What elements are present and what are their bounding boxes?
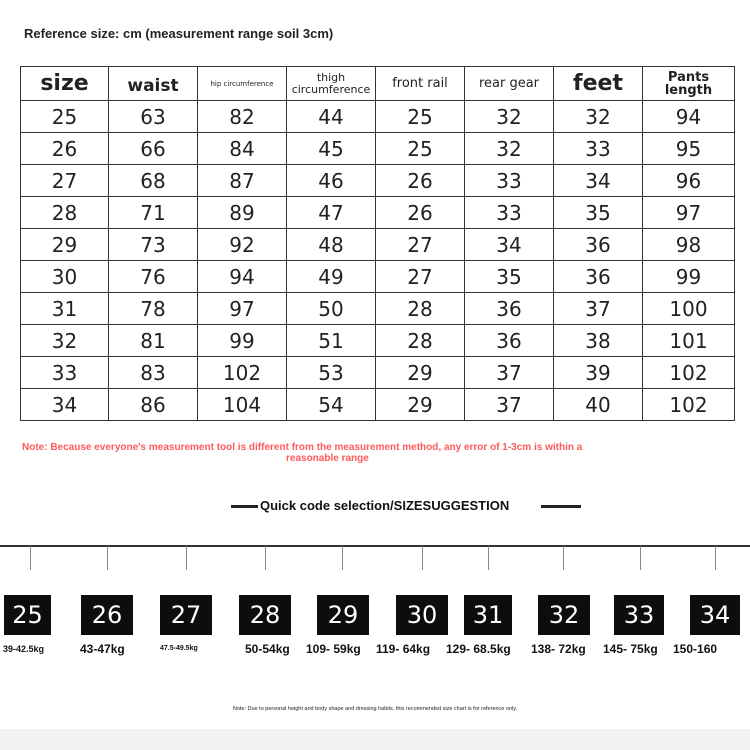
table-cell: 28 bbox=[21, 197, 109, 229]
table-cell: 49 bbox=[287, 261, 376, 293]
table-cell: 36 bbox=[554, 229, 643, 261]
ruler-tick bbox=[488, 546, 489, 570]
table-cell: 35 bbox=[465, 261, 554, 293]
measurement-note-line2: reasonable range bbox=[286, 453, 369, 464]
table-cell: 94 bbox=[643, 101, 735, 133]
table-row bbox=[21, 357, 735, 389]
table-cell: 32 bbox=[465, 133, 554, 165]
table-cell: 83 bbox=[109, 357, 198, 389]
reference-title: Reference size: cm (measurement range soil 3cm) bbox=[24, 26, 334, 41]
table-cell: 37 bbox=[465, 357, 554, 389]
table-cell: 76 bbox=[109, 261, 198, 293]
ruler-tick bbox=[640, 546, 641, 570]
table-cell: 29 bbox=[376, 389, 465, 421]
table-cell: 94 bbox=[198, 261, 287, 293]
table-cell: 39 bbox=[554, 357, 643, 389]
table-cell: 26 bbox=[21, 133, 109, 165]
size-table bbox=[20, 66, 735, 421]
table-cell: 102 bbox=[643, 389, 735, 421]
table-cell: 33 bbox=[554, 133, 643, 165]
weight-range: 145- 75kg bbox=[603, 642, 658, 656]
table-cell: 36 bbox=[465, 293, 554, 325]
table-cell: 32 bbox=[554, 101, 643, 133]
weight-range: 150-160 bbox=[673, 642, 718, 656]
weight-range: 39-42.5kg bbox=[3, 644, 45, 654]
size-box: 28 bbox=[239, 595, 291, 635]
header-pants-length: Pants length bbox=[643, 67, 735, 101]
table-cell: 86 bbox=[109, 389, 198, 421]
table-cell: 97 bbox=[198, 293, 287, 325]
weight-range: 43-47kg bbox=[80, 642, 125, 656]
bottom-bar bbox=[0, 729, 750, 750]
size-box: 26 bbox=[81, 595, 133, 635]
size-box: 25 bbox=[4, 595, 51, 635]
table-cell: 25 bbox=[376, 101, 465, 133]
size-box: 30 bbox=[396, 595, 448, 635]
table-cell: 36 bbox=[554, 261, 643, 293]
weight-range: 109- 59kg bbox=[306, 642, 361, 656]
size-box: 29 bbox=[317, 595, 369, 635]
header-thigh: thigh circumference bbox=[287, 67, 376, 101]
table-cell: 26 bbox=[376, 165, 465, 197]
table-cell: 104 bbox=[198, 389, 287, 421]
table-row bbox=[21, 325, 735, 357]
size-box: 34 bbox=[690, 595, 740, 635]
ruler-tick bbox=[342, 546, 343, 570]
table-cell: 47 bbox=[287, 197, 376, 229]
ruler-tick bbox=[186, 546, 187, 570]
table-row bbox=[21, 165, 735, 197]
table-cell: 27 bbox=[376, 261, 465, 293]
table-cell: 35 bbox=[554, 197, 643, 229]
table-cell: 81 bbox=[109, 325, 198, 357]
table-row bbox=[21, 293, 735, 325]
table-cell: 33 bbox=[21, 357, 109, 389]
size-box: 33 bbox=[614, 595, 664, 635]
table-cell: 32 bbox=[21, 325, 109, 357]
table-cell: 28 bbox=[376, 293, 465, 325]
table-cell: 66 bbox=[109, 133, 198, 165]
ruler-tick bbox=[563, 546, 564, 570]
table-cell: 51 bbox=[287, 325, 376, 357]
table-cell: 68 bbox=[109, 165, 198, 197]
table-cell: 82 bbox=[198, 101, 287, 133]
quick-selection-title: Quick code selection/SIZESUGGESTION bbox=[260, 498, 510, 513]
table-cell: 34 bbox=[465, 229, 554, 261]
weight-range: 47.5-49.5kg bbox=[160, 645, 198, 652]
table-cell: 46 bbox=[287, 165, 376, 197]
header-waist: waist bbox=[109, 67, 198, 101]
table-cell: 34 bbox=[21, 389, 109, 421]
table-row bbox=[21, 389, 735, 421]
table-cell: 101 bbox=[643, 325, 735, 357]
size-box: 31 bbox=[464, 595, 512, 635]
table-cell: 40 bbox=[554, 389, 643, 421]
header-hip: hip circumference bbox=[198, 67, 287, 101]
table-cell: 50 bbox=[287, 293, 376, 325]
table-cell: 30 bbox=[21, 261, 109, 293]
ruler-tick bbox=[265, 546, 266, 570]
table-cell: 37 bbox=[465, 389, 554, 421]
measurement-note-line1: Note: Because everyone's measurement tool is different from the measurement method, any error of 1-3cm is within a bbox=[22, 442, 583, 453]
header-size: size bbox=[21, 67, 109, 101]
table-cell: 99 bbox=[643, 261, 735, 293]
table-cell: 25 bbox=[376, 133, 465, 165]
table-cell: 84 bbox=[198, 133, 287, 165]
weight-range: 138- 72kg bbox=[531, 642, 586, 656]
table-cell: 33 bbox=[465, 197, 554, 229]
table-cell: 48 bbox=[287, 229, 376, 261]
size-box: 32 bbox=[538, 595, 590, 635]
measurement-note bbox=[22, 442, 722, 464]
table-cell: 45 bbox=[287, 133, 376, 165]
ruler-tick bbox=[30, 546, 31, 570]
table-cell: 63 bbox=[109, 101, 198, 133]
table-cell: 33 bbox=[465, 165, 554, 197]
table-cell: 26 bbox=[376, 197, 465, 229]
table-row bbox=[21, 101, 735, 133]
table-cell: 98 bbox=[643, 229, 735, 261]
table-cell: 78 bbox=[109, 293, 198, 325]
table-cell: 25 bbox=[21, 101, 109, 133]
table-cell: 32 bbox=[465, 101, 554, 133]
table-cell: 38 bbox=[554, 325, 643, 357]
table-cell: 31 bbox=[21, 293, 109, 325]
table-cell: 34 bbox=[554, 165, 643, 197]
table-cell: 95 bbox=[643, 133, 735, 165]
header-front-rail: front rail bbox=[376, 67, 465, 101]
header-rear-gear: rear gear bbox=[465, 67, 554, 101]
table-cell: 44 bbox=[287, 101, 376, 133]
table-cell: 97 bbox=[643, 197, 735, 229]
quick-title-right-rule bbox=[541, 505, 581, 508]
header-feet: feet bbox=[554, 67, 643, 101]
table-cell: 27 bbox=[376, 229, 465, 261]
table-cell: 99 bbox=[198, 325, 287, 357]
ruler-tick bbox=[422, 546, 423, 570]
table-cell: 27 bbox=[21, 165, 109, 197]
table-cell: 71 bbox=[109, 197, 198, 229]
table-header-row bbox=[21, 67, 735, 101]
table-row bbox=[21, 261, 735, 293]
table-cell: 73 bbox=[109, 229, 198, 261]
table-cell: 96 bbox=[643, 165, 735, 197]
ruler-tick bbox=[715, 546, 716, 570]
table-cell: 29 bbox=[376, 357, 465, 389]
table-cell: 53 bbox=[287, 357, 376, 389]
table-cell: 87 bbox=[198, 165, 287, 197]
table-row bbox=[21, 133, 735, 165]
table-cell: 92 bbox=[198, 229, 287, 261]
table-cell: 36 bbox=[465, 325, 554, 357]
table-cell: 100 bbox=[643, 293, 735, 325]
table-cell: 54 bbox=[287, 389, 376, 421]
table-cell: 102 bbox=[198, 357, 287, 389]
weight-range: 50-54kg bbox=[245, 642, 290, 656]
size-ruler bbox=[0, 545, 750, 547]
ruler-tick bbox=[107, 546, 108, 570]
table-cell: 28 bbox=[376, 325, 465, 357]
table-cell: 102 bbox=[643, 357, 735, 389]
table-cell: 29 bbox=[21, 229, 109, 261]
table-cell: 89 bbox=[198, 197, 287, 229]
size-box: 27 bbox=[160, 595, 212, 635]
table-cell: 37 bbox=[554, 293, 643, 325]
table-row bbox=[21, 229, 735, 261]
reference-disclaimer: Note: Due to personal height and body shape and dressing habits, this recommended size chart is for reference only. bbox=[232, 706, 518, 712]
weight-range: 129- 68.5kg bbox=[446, 642, 511, 656]
table-row bbox=[21, 197, 735, 229]
weight-range: 119- 64kg bbox=[376, 642, 431, 656]
quick-title-left-rule bbox=[231, 505, 258, 508]
